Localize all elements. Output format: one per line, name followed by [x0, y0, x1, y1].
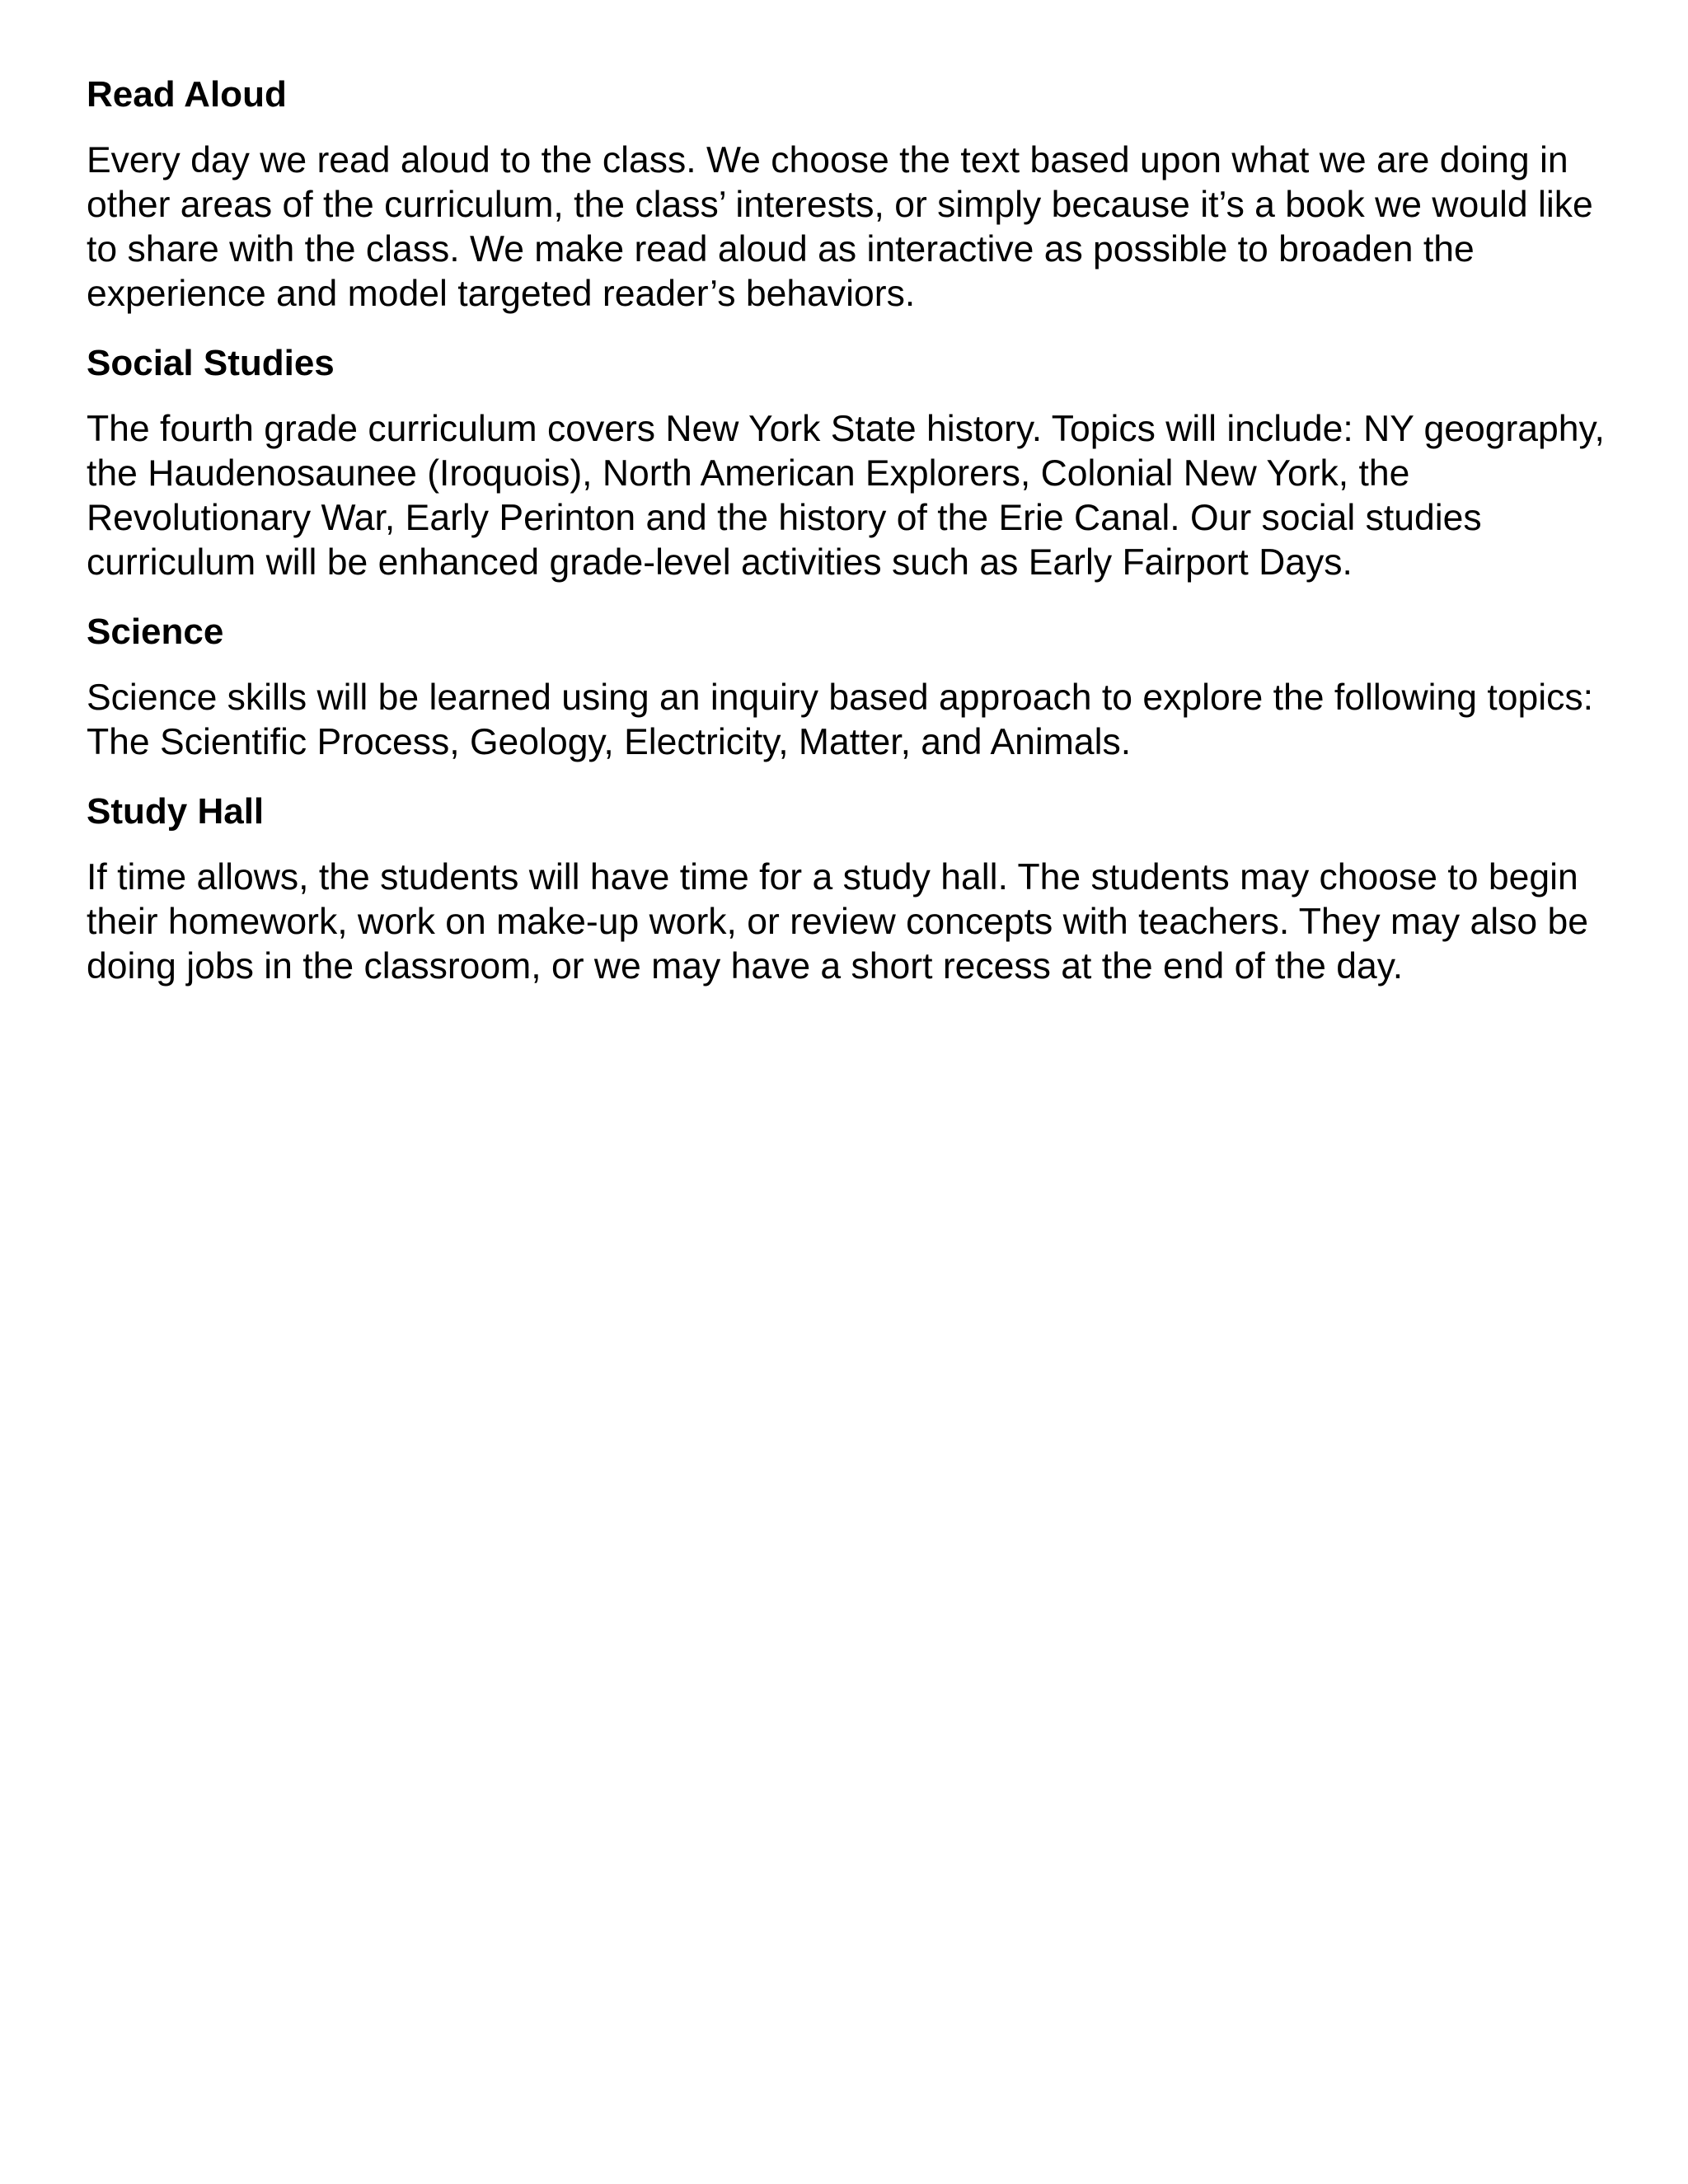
section-paragraph: If time allows, the students will have time for a study hall. The students may choose to begin their homework, work on make-up work, or review concepts with teachers. They may also be doing jobs in the classroom, or we may have a short recess at the end of the day. — [87, 857, 1588, 987]
section-social-studies — [87, 341, 1628, 585]
document-page — [87, 73, 1628, 1014]
section-paragraph: Every day we read aloud to the class. We choose the text based upon what we are doing in other areas of the curriculum, the class’ interests, or simply because it’s a book we would like to share with the class. We make read aloud as interactive as possible to broaden the experience and model targeted reader’s behaviors. — [87, 140, 1593, 314]
section-science — [87, 610, 1628, 765]
section-heading: Study Hall — [87, 791, 265, 832]
section-read-aloud — [87, 73, 1628, 316]
section-heading: Science — [87, 612, 224, 652]
section-study-hall — [87, 790, 1628, 989]
section-heading: Read Aloud — [87, 74, 287, 115]
section-paragraph: The fourth grade curriculum covers New York State history. Topics will include: NY geography, the Haudenosaunee (Iroquois), North American Explorers, Colonial New York, the Revolutionary War, Early Perinton and the history of the Erie Canal. Our social studies curriculum will be enhanced grade-level activities such as Early Fairport Days. — [87, 409, 1605, 583]
section-paragraph: Science skills will be learned using an inquiry based approach to explore the following topics: The Scientific Process, Geology, Electricity, Matter, and Animals. — [87, 677, 1594, 762]
section-heading: Social Studies — [87, 343, 335, 383]
